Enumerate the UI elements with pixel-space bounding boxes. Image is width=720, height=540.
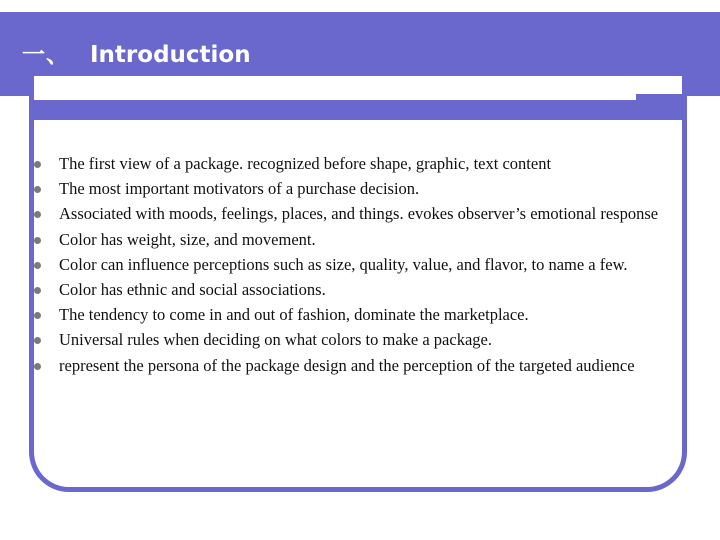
list-item bbox=[34, 256, 660, 275]
bullet-icon bbox=[34, 161, 41, 168]
bullet-icon bbox=[34, 211, 41, 218]
bullet-text: Color can influence perceptions such as size, quality, value, and flavor, to name a few. bbox=[59, 254, 628, 274]
list-item bbox=[34, 155, 660, 174]
bullet-text: represent the persona of the package design and the perception of the targeted audience bbox=[59, 355, 635, 375]
bullet-icon bbox=[34, 312, 41, 319]
bullet-icon bbox=[34, 237, 41, 244]
page-title bbox=[22, 36, 251, 69]
bullet-icon bbox=[34, 262, 41, 269]
bullet-icon bbox=[34, 363, 41, 370]
bullet-text: Color has ethnic and social associations. bbox=[59, 279, 326, 299]
list-item bbox=[34, 281, 660, 300]
list-item bbox=[34, 306, 660, 325]
bullet-text: The tendency to come in and out of fashion, dominate the marketplace. bbox=[59, 305, 529, 325]
bullet-text: The first view of a package. recognized before shape, graphic, text content bbox=[59, 154, 552, 173]
bullet-text: Color has weight, size, and movement. bbox=[59, 229, 316, 249]
list-item bbox=[34, 331, 660, 350]
bullet-text: Universal rules when deciding on what colors to make a package. bbox=[59, 330, 492, 350]
bullet-text: Associated with moods, feelings, places, and things. evokes observer’s emotional response bbox=[59, 204, 659, 224]
bullet-list bbox=[34, 155, 660, 382]
title-text: Introduction bbox=[90, 42, 251, 68]
bullet-icon bbox=[34, 337, 41, 344]
bullet-icon bbox=[34, 186, 41, 193]
title-underline bbox=[34, 94, 636, 100]
bullet-icon bbox=[34, 287, 41, 294]
list-item bbox=[34, 357, 660, 376]
title-prefix: 一、 bbox=[22, 42, 70, 68]
list-item bbox=[34, 205, 660, 224]
list-item bbox=[34, 231, 660, 250]
bullet-text: The most important motivators of a purchase decision. bbox=[59, 179, 420, 199]
list-item bbox=[34, 180, 660, 199]
